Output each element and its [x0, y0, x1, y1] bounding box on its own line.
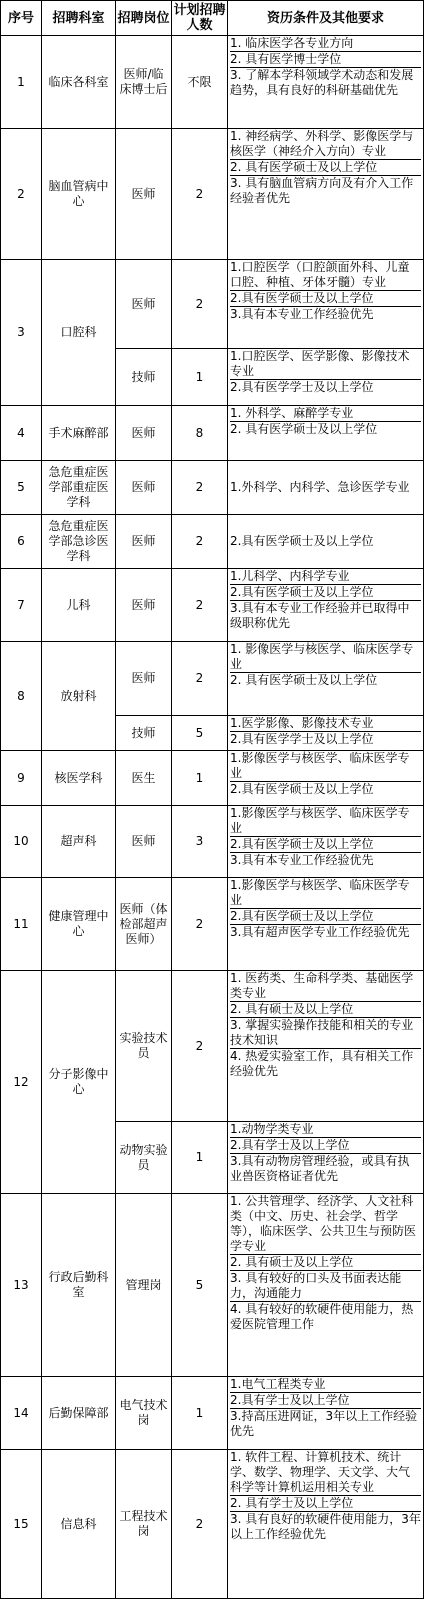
dept-cell: 口腔科: [42, 260, 116, 406]
table-row: [1, 878, 424, 971]
count-cell: 5: [172, 716, 228, 751]
requirement-line: 2. 具有医学硕士及以上学位: [230, 421, 421, 437]
requirement-line: 2.具有医学学士及以上学位: [230, 731, 421, 747]
requirements-cell: [228, 461, 424, 515]
requirements-cell: [228, 406, 424, 461]
post-cell: 医师: [116, 129, 172, 260]
requirement-line: 1.影像医学与核医学、临床医学专业: [230, 751, 410, 780]
table-row: [1, 1377, 424, 1450]
dept-cell: 健康管理中心: [42, 878, 116, 971]
header-count: 计划招聘人数: [172, 1, 228, 36]
seq-cell: 2: [1, 129, 42, 260]
requirements-cell: [228, 569, 424, 642]
requirement-line: 3.持高压进网证，3年以上工作经验优先: [230, 1408, 421, 1439]
requirement-line: 1.外科学、内科学、急诊医学专业: [230, 480, 410, 494]
dept-cell: 信息科: [42, 1450, 116, 1599]
requirement-line: 2.具有医学硕士及以上学位: [230, 781, 421, 797]
seq-cell: 8: [1, 642, 42, 751]
requirement-line: 1.口腔医学（口腔颌面外科、儿童口腔、种植、牙体牙髓）专业: [230, 260, 410, 289]
requirement-line: 2.具有医学学士及以上学位: [230, 379, 421, 395]
count-cell: 2: [172, 642, 228, 716]
requirement-line: 1.影像医学与核医学、临床医学专业: [230, 878, 410, 907]
seq-cell: 13: [1, 1194, 42, 1377]
dept-cell: 急危重症医学部急诊医学科: [42, 515, 116, 569]
requirement-line: 2.具有医学硕士及以上学位: [230, 290, 421, 306]
requirement-line: 4. 具有较好的软硬件使用能力，热爱医院管理工作: [230, 1301, 421, 1332]
table-row: [1, 971, 424, 1122]
requirement-line: 1.影像医学与核医学、临床医学专业: [230, 806, 410, 835]
post-cell: 医生: [116, 751, 172, 806]
post-cell: 电气技术岗: [116, 1377, 172, 1450]
count-cell: 2: [172, 569, 228, 642]
requirements-cell: [228, 716, 424, 751]
requirement-line: 1. 神经病学、外科学、影像医学与核医学（神经介入方向）专业: [230, 129, 414, 158]
requirement-line: 4. 热爱实验室工作，具有相关工作经验优先: [230, 1048, 421, 1079]
table-row: [1, 1450, 424, 1599]
count-cell: 8: [172, 406, 228, 461]
requirement-line: 3.具有动物房管理经验，或具有执业兽医资格证者优先: [230, 1153, 421, 1184]
post-cell: 工程技术岗: [116, 1450, 172, 1599]
requirement-line: 3.具有超声医学专业工作经验优先: [230, 924, 421, 940]
requirement-line: 1. 软件工程、计算机技术、统计学、数学、物理学、天文学、大气科学等计算机运用相关专业: [230, 1450, 411, 1494]
count-cell: 3: [172, 806, 228, 878]
requirement-line: 1.电气工程类专业: [230, 1377, 326, 1391]
requirement-line: 1. 公共管理学、经济学、人文社科类（中文、历史、社会学、哲学等），临床医学、公共卫生与预防医学专业: [230, 1194, 417, 1253]
count-cell: 5: [172, 1194, 228, 1377]
requirements-cell: [228, 1377, 424, 1450]
requirements-cell: [228, 515, 424, 569]
requirements-cell: [228, 36, 424, 129]
post-cell: 医师（体检部超声医师）: [116, 878, 172, 971]
count-cell: 2: [172, 260, 228, 349]
seq-cell: 12: [1, 971, 42, 1194]
header-seq: 序号: [1, 1, 42, 36]
count-cell: 2: [172, 1450, 228, 1599]
header-requirements: 资历条件及其他要求: [228, 1, 424, 36]
requirements-cell: [228, 349, 424, 406]
requirements-cell: [228, 642, 424, 716]
count-cell: 1: [172, 349, 228, 406]
count-cell: 1: [172, 751, 228, 806]
requirement-line: 2.具有医学硕士及以上学位: [230, 584, 421, 600]
post-cell: 管理岗: [116, 1194, 172, 1377]
requirement-line: 1. 影像医学与核医学、临床医学专业: [230, 642, 414, 671]
post-cell: 医师: [116, 515, 172, 569]
header-dept: 招聘科室: [42, 1, 116, 36]
table-row: [1, 461, 424, 515]
count-cell: 2: [172, 971, 228, 1122]
requirement-line: 3. 了解本学科领域学术动态和发展趋势，具有良好的科研基础优先: [230, 67, 421, 98]
seq-cell: 5: [1, 461, 42, 515]
requirement-line: 2.具有医学硕士及以上学位: [230, 908, 421, 924]
dept-cell: 急危重症医学部重症医学科: [42, 461, 116, 515]
post-cell: 医师: [116, 260, 172, 349]
table-row: [1, 642, 424, 716]
count-cell: 2: [172, 461, 228, 515]
count-cell: 2: [172, 129, 228, 260]
requirement-line: 1. 医药类、生命科学类、基础医学类专业: [230, 971, 414, 1000]
requirement-line: 2.具有学士及以上学位: [230, 1392, 421, 1408]
requirements-cell: [228, 1122, 424, 1194]
seq-cell: 9: [1, 751, 42, 806]
dept-cell: 分子影像中心: [42, 971, 116, 1194]
count-cell: 不限: [172, 36, 228, 129]
count-cell: 2: [172, 878, 228, 971]
requirement-line: 1.口腔医学、医学影像、影像技术专业: [230, 349, 410, 378]
requirements-cell: [228, 1194, 424, 1377]
requirement-line: 2.具有医学硕士及以上学位: [230, 836, 421, 852]
post-cell: 动物实验员: [116, 1122, 172, 1194]
requirements-cell: [228, 878, 424, 971]
seq-cell: 7: [1, 569, 42, 642]
requirements-cell: [228, 1450, 424, 1599]
requirement-line: 2.具有医学硕士及以上学位: [230, 534, 374, 548]
dept-cell: 脑血管病中心: [42, 129, 116, 260]
dept-cell: 行政后勤科室: [42, 1194, 116, 1377]
requirements-cell: [228, 971, 424, 1122]
requirement-line: 2. 具有硕士及以上学位: [230, 1254, 421, 1270]
post-cell: 实验技术员: [116, 971, 172, 1122]
seq-cell: 14: [1, 1377, 42, 1450]
post-cell: 医师/临床博士后: [116, 36, 172, 129]
dept-cell: 手术麻醉部: [42, 406, 116, 461]
post-cell: 医师: [116, 569, 172, 642]
count-cell: 1: [172, 1377, 228, 1450]
requirement-line: 3.具有本专业工作经验并已取得中级职称优先: [230, 600, 421, 631]
requirement-line: 1.动物学类专业: [230, 1122, 314, 1136]
requirement-line: 1. 临床医学各专业方向: [230, 36, 354, 50]
post-cell: 医师: [116, 642, 172, 716]
requirements-cell: [228, 129, 424, 260]
requirement-line: 3. 具有较好的口头及书面表达能力，沟通能力: [230, 1270, 421, 1301]
table-row: [1, 129, 424, 260]
requirements-cell: [228, 806, 424, 878]
requirement-line: 2. 具有医学硕士及以上学位: [230, 672, 421, 688]
post-cell: 技师: [116, 349, 172, 406]
requirements-cell: [228, 260, 424, 349]
dept-cell: 超声科: [42, 806, 116, 878]
seq-cell: 15: [1, 1450, 42, 1599]
post-cell: 医师: [116, 461, 172, 515]
requirement-line: 3. 掌握实验操作技能和相关的专业技术知识: [230, 1017, 421, 1048]
dept-cell: 后勤保障部: [42, 1377, 116, 1450]
seq-cell: 1: [1, 36, 42, 129]
requirement-line: 3.具有本专业工作经验优先: [230, 852, 421, 868]
seq-cell: 11: [1, 878, 42, 971]
seq-cell: 3: [1, 260, 42, 406]
post-cell: 医师: [116, 406, 172, 461]
requirement-line: 1.医学影像、影像技术专业: [230, 716, 374, 730]
requirement-line: 2. 具有医学博士学位: [230, 51, 421, 67]
requirement-line: 3.具有本专业工作经验优先: [230, 306, 421, 322]
requirement-line: 3. 具有脑血管病方向及有介入工作经验者优先: [230, 175, 421, 206]
dept-cell: 核医学科: [42, 751, 116, 806]
dept-cell: 放射科: [42, 642, 116, 751]
table-row: [1, 569, 424, 642]
table-row: [1, 1194, 424, 1377]
post-cell: 医师: [116, 806, 172, 878]
table-row: [1, 806, 424, 878]
count-cell: 2: [172, 515, 228, 569]
requirement-line: 3. 具有良好的软硬件使用能力，3年以上工作经验优先: [230, 1512, 421, 1541]
header-post: 招聘岗位: [116, 1, 172, 36]
table-row: [1, 260, 424, 349]
dept-cell: 临床各科室: [42, 36, 116, 129]
requirement-line: 2.具有学士及以上学位: [230, 1137, 421, 1153]
requirement-line: 2. 具有学士及以上学位: [230, 1495, 421, 1511]
table-row: [1, 751, 424, 806]
seq-cell: 6: [1, 515, 42, 569]
table-row: [1, 406, 424, 461]
requirement-line: 1.儿科学、内科学专业: [230, 569, 350, 583]
table-row: [1, 36, 424, 129]
dept-cell: 儿科: [42, 569, 116, 642]
requirements-cell: [228, 751, 424, 806]
requirement-line: 2. 具有硕士及以上学位: [230, 1001, 421, 1017]
seq-cell: 10: [1, 806, 42, 878]
post-cell: 技师: [116, 716, 172, 751]
seq-cell: 4: [1, 406, 42, 461]
table-row: [1, 515, 424, 569]
requirement-line: 2. 具有医学硕士及以上学位: [230, 159, 421, 175]
count-cell: 1: [172, 1122, 228, 1194]
requirement-line: 1. 外科学、麻醉学专业: [230, 406, 354, 420]
